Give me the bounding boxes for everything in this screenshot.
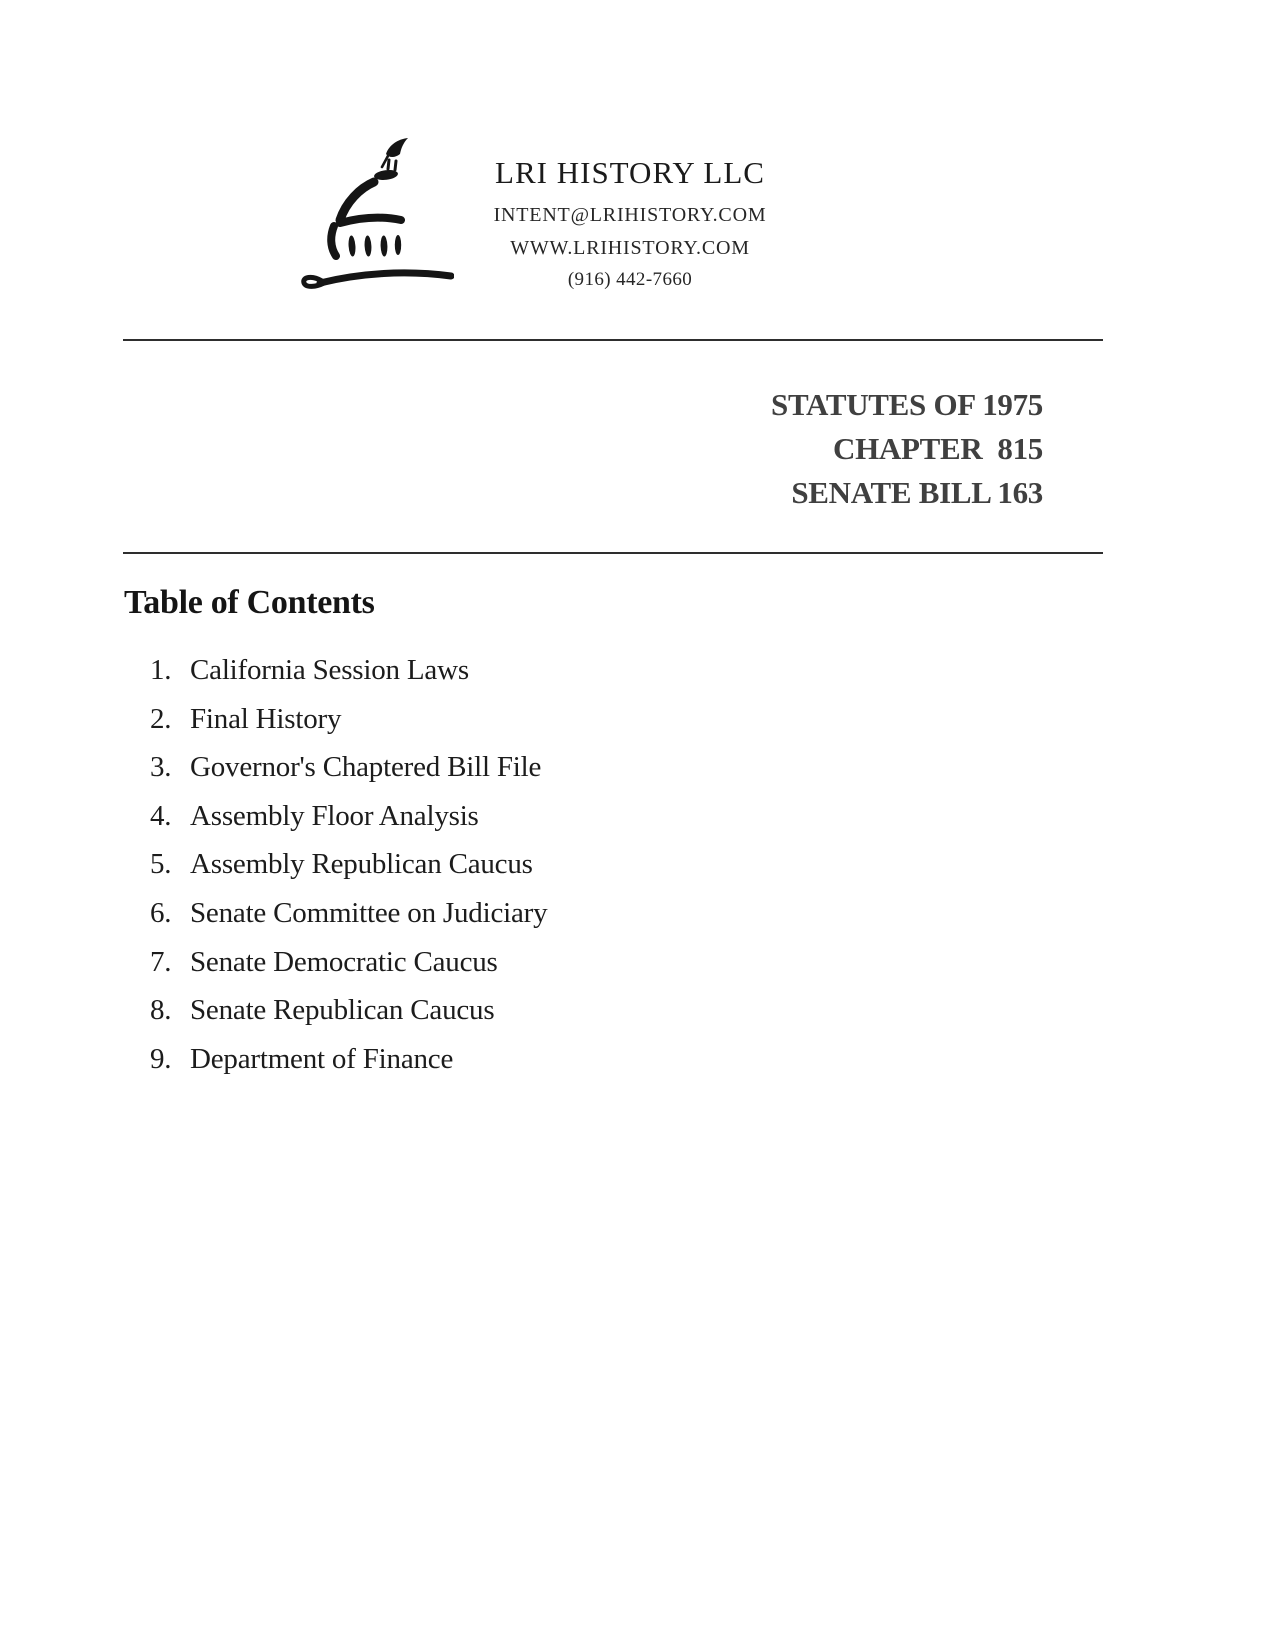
toc-item-number: 9. bbox=[150, 1042, 172, 1075]
toc-item bbox=[150, 656, 547, 685]
toc-item-label: California Session Laws bbox=[190, 654, 469, 686]
toc-item bbox=[150, 753, 547, 782]
company-name: LRI HISTORY LLC bbox=[495, 155, 765, 190]
letterhead bbox=[430, 154, 830, 291]
bill-reference bbox=[771, 383, 1043, 515]
toc-item-number: 1. bbox=[150, 654, 172, 686]
chapter-line: CHAPTER 815 bbox=[833, 431, 1043, 466]
toc-item-number: 3. bbox=[150, 751, 172, 784]
toc-item-label: Senate Committee on Judiciary bbox=[190, 896, 548, 929]
toc-item bbox=[150, 799, 547, 832]
phone-text: (916) 442-7660 bbox=[567, 269, 693, 290]
toc-item-label: Assembly Floor Analysis bbox=[190, 799, 479, 832]
toc-item-label: Assembly Republican Caucus bbox=[190, 848, 533, 881]
toc-item-label: Department of Finance bbox=[190, 1042, 454, 1075]
toc-item-number: 2. bbox=[150, 702, 172, 735]
toc-item-number: 7. bbox=[150, 945, 172, 978]
toc-list bbox=[150, 656, 547, 1093]
toc-item-label: Senate Republican Caucus bbox=[190, 994, 495, 1027]
toc-item-label: Final History bbox=[190, 702, 342, 735]
toc-item-number: 5. bbox=[150, 848, 172, 881]
toc-item bbox=[150, 850, 547, 879]
website-text: WWW.LRIHISTORY.COM bbox=[510, 237, 750, 259]
toc-item bbox=[150, 996, 547, 1025]
toc-item bbox=[150, 1042, 547, 1075]
toc-item bbox=[150, 702, 547, 735]
email-text: INTENT@LRIHISTORY.COM bbox=[493, 204, 767, 226]
toc-item-number: 4. bbox=[150, 799, 172, 832]
toc-heading: Table of Contents bbox=[124, 584, 375, 621]
toc-item-label: Senate Democratic Caucus bbox=[190, 945, 498, 978]
statutes-line: STATUTES OF 1975 bbox=[771, 387, 1043, 422]
divider-bottom bbox=[123, 552, 1103, 554]
divider-top bbox=[123, 339, 1103, 341]
toc-item bbox=[150, 896, 548, 929]
toc-item-label: Governor's Chaptered Bill File bbox=[190, 751, 542, 784]
toc-item-number: 6. bbox=[150, 896, 172, 929]
toc-item-number: 8. bbox=[150, 994, 172, 1027]
senate-bill-line: SENATE BILL 163 bbox=[791, 475, 1043, 510]
toc-item bbox=[150, 945, 547, 978]
